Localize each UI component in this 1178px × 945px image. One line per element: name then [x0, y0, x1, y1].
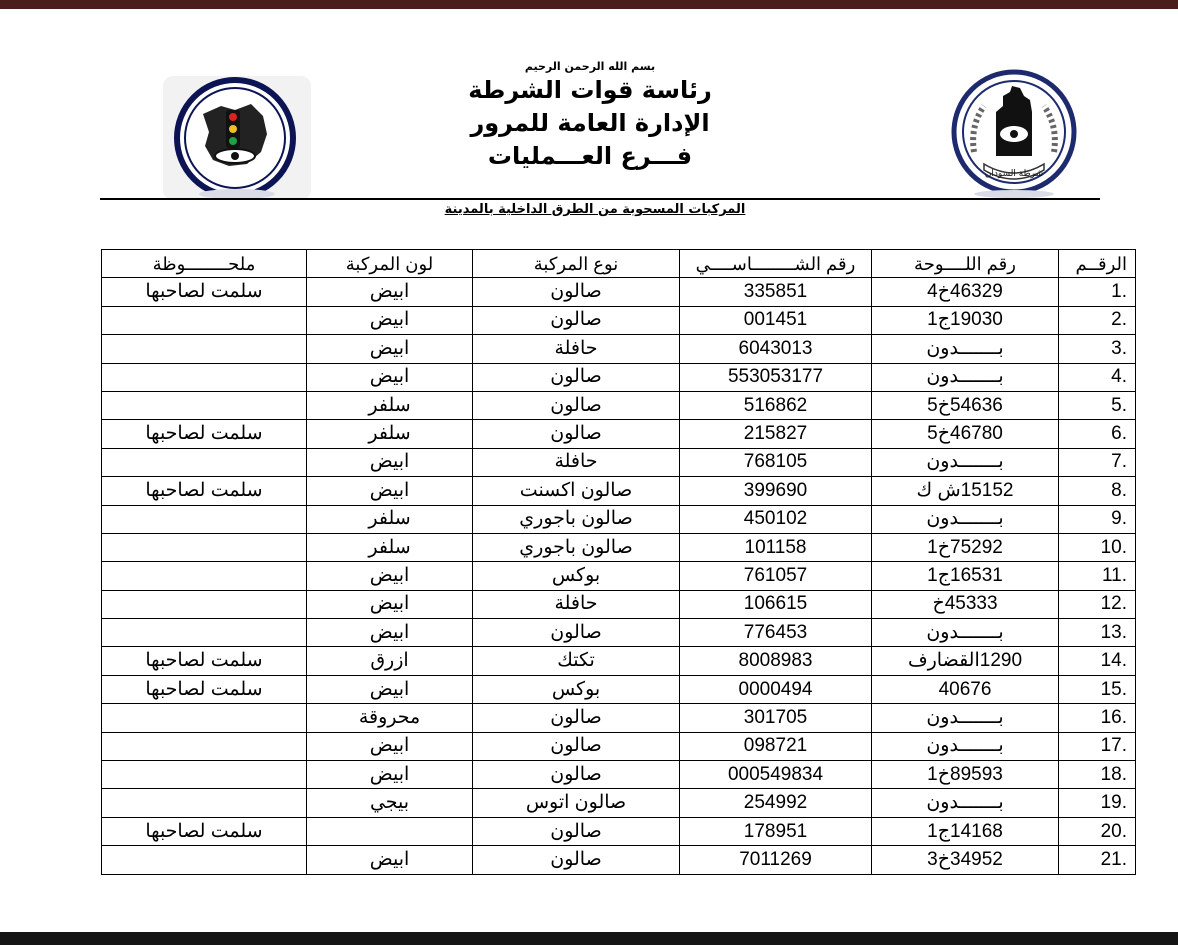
- header-line-1: رئاسة قوات الشرطة: [468, 76, 712, 104]
- cell-plate: 40676: [872, 675, 1059, 703]
- cell-color: ابيض: [307, 448, 473, 476]
- table-row: [102, 335, 1136, 363]
- cell-plate: 46329خ4: [872, 278, 1059, 306]
- table-row: [102, 278, 1136, 306]
- cell-plate: 45333خ: [872, 590, 1059, 618]
- cell-color: ابيض: [307, 846, 473, 874]
- cell-num: 16.: [1059, 704, 1136, 732]
- cell-num: 3.: [1059, 335, 1136, 363]
- cell-type: صالون: [473, 619, 680, 647]
- cell-num: 13.: [1059, 619, 1136, 647]
- cell-num: 14.: [1059, 647, 1136, 675]
- cell-color: [307, 817, 473, 845]
- cell-chassis: 001451: [680, 306, 872, 334]
- cell-notes: [102, 761, 307, 789]
- cell-type: صالون باجوري: [473, 533, 680, 561]
- cell-color: ابيض: [307, 335, 473, 363]
- cell-color: سلفر: [307, 391, 473, 419]
- cell-color: ابيض: [307, 278, 473, 306]
- cell-color: بيجي: [307, 789, 473, 817]
- cell-plate: 16531ج1: [872, 562, 1059, 590]
- cell-plate: 46780خ5: [872, 420, 1059, 448]
- cell-notes: [102, 789, 307, 817]
- header-type: نوع المركبة: [473, 250, 680, 278]
- table-row: [102, 562, 1136, 590]
- cell-color: سلفر: [307, 505, 473, 533]
- cell-chassis: 301705: [680, 704, 872, 732]
- cell-chassis: 768105: [680, 448, 872, 476]
- table-row: [102, 846, 1136, 874]
- cell-num: 4.: [1059, 363, 1136, 391]
- cell-type: تكتك: [473, 647, 680, 675]
- cell-type: صالون باجوري: [473, 505, 680, 533]
- cell-chassis: 254992: [680, 789, 872, 817]
- header-rule: [100, 198, 1100, 200]
- cell-chassis: 6043013: [680, 335, 872, 363]
- table-row: [102, 505, 1136, 533]
- cell-color: ابيض: [307, 562, 473, 590]
- cell-type: صالون: [473, 306, 680, 334]
- cell-type: صالون: [473, 817, 680, 845]
- header-chassis: رقم الشــــــــاســــي: [680, 250, 872, 278]
- cell-plate: 14168ج1: [872, 817, 1059, 845]
- cell-notes: سلمت لصاحبها: [102, 675, 307, 703]
- document-header: [380, 60, 800, 173]
- cell-notes: [102, 448, 307, 476]
- top-border: [0, 0, 1178, 9]
- cell-notes: [102, 732, 307, 760]
- header-num: الرقــم: [1059, 250, 1136, 278]
- cell-notes: [102, 391, 307, 419]
- cell-color: ازرق: [307, 647, 473, 675]
- cell-plate: 75292خ1: [872, 533, 1059, 561]
- cell-num: 11.: [1059, 562, 1136, 590]
- table-row: [102, 590, 1136, 618]
- cell-chassis: 101158: [680, 533, 872, 561]
- table-row: [102, 533, 1136, 561]
- cell-type: صالون: [473, 363, 680, 391]
- cell-type: حافلة: [473, 448, 680, 476]
- cell-chassis: 106615: [680, 590, 872, 618]
- cell-chassis: 215827: [680, 420, 872, 448]
- cell-notes: سلمت لصاحبها: [102, 477, 307, 505]
- header-line-3: فـــرع العـــمليات: [487, 142, 693, 170]
- cell-plate: بـــــــدون: [872, 789, 1059, 817]
- table-row: [102, 448, 1136, 476]
- cell-type: حافلة: [473, 335, 680, 363]
- cell-type: بوكس: [473, 562, 680, 590]
- cell-plate: بـــــــدون: [872, 619, 1059, 647]
- cell-notes: سلمت لصاحبها: [102, 420, 307, 448]
- cell-num: 6.: [1059, 420, 1136, 448]
- cell-type: صالون: [473, 391, 680, 419]
- table-row: [102, 420, 1136, 448]
- cell-type: صالون: [473, 761, 680, 789]
- table-row: [102, 675, 1136, 703]
- cell-num: 10.: [1059, 533, 1136, 561]
- table-row: [102, 817, 1136, 845]
- cell-type: حافلة: [473, 590, 680, 618]
- cell-color: ابيض: [307, 363, 473, 391]
- cell-num: 7.: [1059, 448, 1136, 476]
- cell-color: ابيض: [307, 761, 473, 789]
- cell-plate: 34952خ3: [872, 846, 1059, 874]
- cell-chassis: 7011269: [680, 846, 872, 874]
- cell-num: 19.: [1059, 789, 1136, 817]
- cell-notes: [102, 590, 307, 618]
- cell-num: 2.: [1059, 306, 1136, 334]
- cell-num: 1.: [1059, 278, 1136, 306]
- cell-plate: بـــــــدون: [872, 704, 1059, 732]
- cell-chassis: 761057: [680, 562, 872, 590]
- traffic-police-logo: [163, 76, 311, 200]
- cell-num: 12.: [1059, 590, 1136, 618]
- cell-chassis: 553053177: [680, 363, 872, 391]
- cell-type: صالون اكسنت: [473, 477, 680, 505]
- sudan-police-emblem: [940, 66, 1088, 198]
- bottom-border: [0, 932, 1178, 945]
- cell-type: صالون: [473, 704, 680, 732]
- cell-notes: [102, 533, 307, 561]
- cell-notes: [102, 562, 307, 590]
- cell-color: ابيض: [307, 306, 473, 334]
- cell-color: سلفر: [307, 533, 473, 561]
- table-row: [102, 477, 1136, 505]
- cell-num: 20.: [1059, 817, 1136, 845]
- table-row: [102, 363, 1136, 391]
- cell-color: ابيض: [307, 590, 473, 618]
- table-row: [102, 647, 1136, 675]
- table-row: [102, 619, 1136, 647]
- cell-notes: سلمت لصاحبها: [102, 817, 307, 845]
- cell-plate: بـــــــدون: [872, 505, 1059, 533]
- cell-num: 5.: [1059, 391, 1136, 419]
- cell-num: 21.: [1059, 846, 1136, 874]
- header-plate: رقم اللــــوحة: [872, 250, 1059, 278]
- cell-notes: [102, 363, 307, 391]
- cell-num: 8.: [1059, 477, 1136, 505]
- cell-type: صالون: [473, 846, 680, 874]
- document-subtitle: المركبات المسحوبة من الطرق الداخلية بالمدينة: [444, 202, 746, 217]
- cell-num: 9.: [1059, 505, 1136, 533]
- cell-plate: بـــــــدون: [872, 732, 1059, 760]
- table-row: [102, 789, 1136, 817]
- cell-type: صالون: [473, 278, 680, 306]
- basmala: بسم الله الرحمن الرحيم: [524, 60, 656, 73]
- cell-color: سلفر: [307, 420, 473, 448]
- cell-chassis: 098721: [680, 732, 872, 760]
- emblem-text: شرطة السودان: [984, 169, 1044, 179]
- cell-plate: بـــــــدون: [872, 335, 1059, 363]
- cell-num: 17.: [1059, 732, 1136, 760]
- cell-type: صالون: [473, 732, 680, 760]
- header-line-2: الإدارة العامة للمرور: [470, 109, 710, 137]
- cell-chassis: 0000494: [680, 675, 872, 703]
- table-row: [102, 761, 1136, 789]
- cell-plate: 54636خ5: [872, 391, 1059, 419]
- table-header-row: [102, 250, 1136, 278]
- cell-color: ابيض: [307, 477, 473, 505]
- cell-plate: 1290القضارف: [872, 647, 1059, 675]
- cell-color: ابيض: [307, 732, 473, 760]
- cell-type: صالون: [473, 420, 680, 448]
- cell-plate: بـــــــدون: [872, 363, 1059, 391]
- cell-plate: 19030ج1: [872, 306, 1059, 334]
- cell-notes: [102, 619, 307, 647]
- cell-chassis: 399690: [680, 477, 872, 505]
- cell-num: 15.: [1059, 675, 1136, 703]
- cell-color: ابيض: [307, 619, 473, 647]
- cell-notes: سلمت لصاحبها: [102, 647, 307, 675]
- cell-type: صالون اتوس: [473, 789, 680, 817]
- cell-plate: 15152ش ك: [872, 477, 1059, 505]
- cell-notes: [102, 846, 307, 874]
- cell-chassis: 8008983: [680, 647, 872, 675]
- cell-num: 18.: [1059, 761, 1136, 789]
- cell-chassis: 516862: [680, 391, 872, 419]
- table-row: [102, 391, 1136, 419]
- cell-chassis: 450102: [680, 505, 872, 533]
- cell-chassis: 000549834: [680, 761, 872, 789]
- cell-notes: [102, 505, 307, 533]
- cell-chassis: 335851: [680, 278, 872, 306]
- cell-notes: [102, 704, 307, 732]
- cell-color: ابيض: [307, 675, 473, 703]
- cell-notes: [102, 335, 307, 363]
- cell-color: محروقة: [307, 704, 473, 732]
- cell-notes: [102, 306, 307, 334]
- table-row: [102, 732, 1136, 760]
- cell-plate: 89593خ1: [872, 761, 1059, 789]
- table-row: [102, 306, 1136, 334]
- header-color: لون المركبة: [307, 250, 473, 278]
- cell-chassis: 776453: [680, 619, 872, 647]
- cell-plate: بـــــــدون: [872, 448, 1059, 476]
- header-notes: ملحــــــــوظة: [102, 250, 307, 278]
- towed-vehicles-table: [101, 249, 1136, 875]
- cell-type: بوكس: [473, 675, 680, 703]
- table-row: [102, 704, 1136, 732]
- cell-chassis: 178951: [680, 817, 872, 845]
- cell-notes: سلمت لصاحبها: [102, 278, 307, 306]
